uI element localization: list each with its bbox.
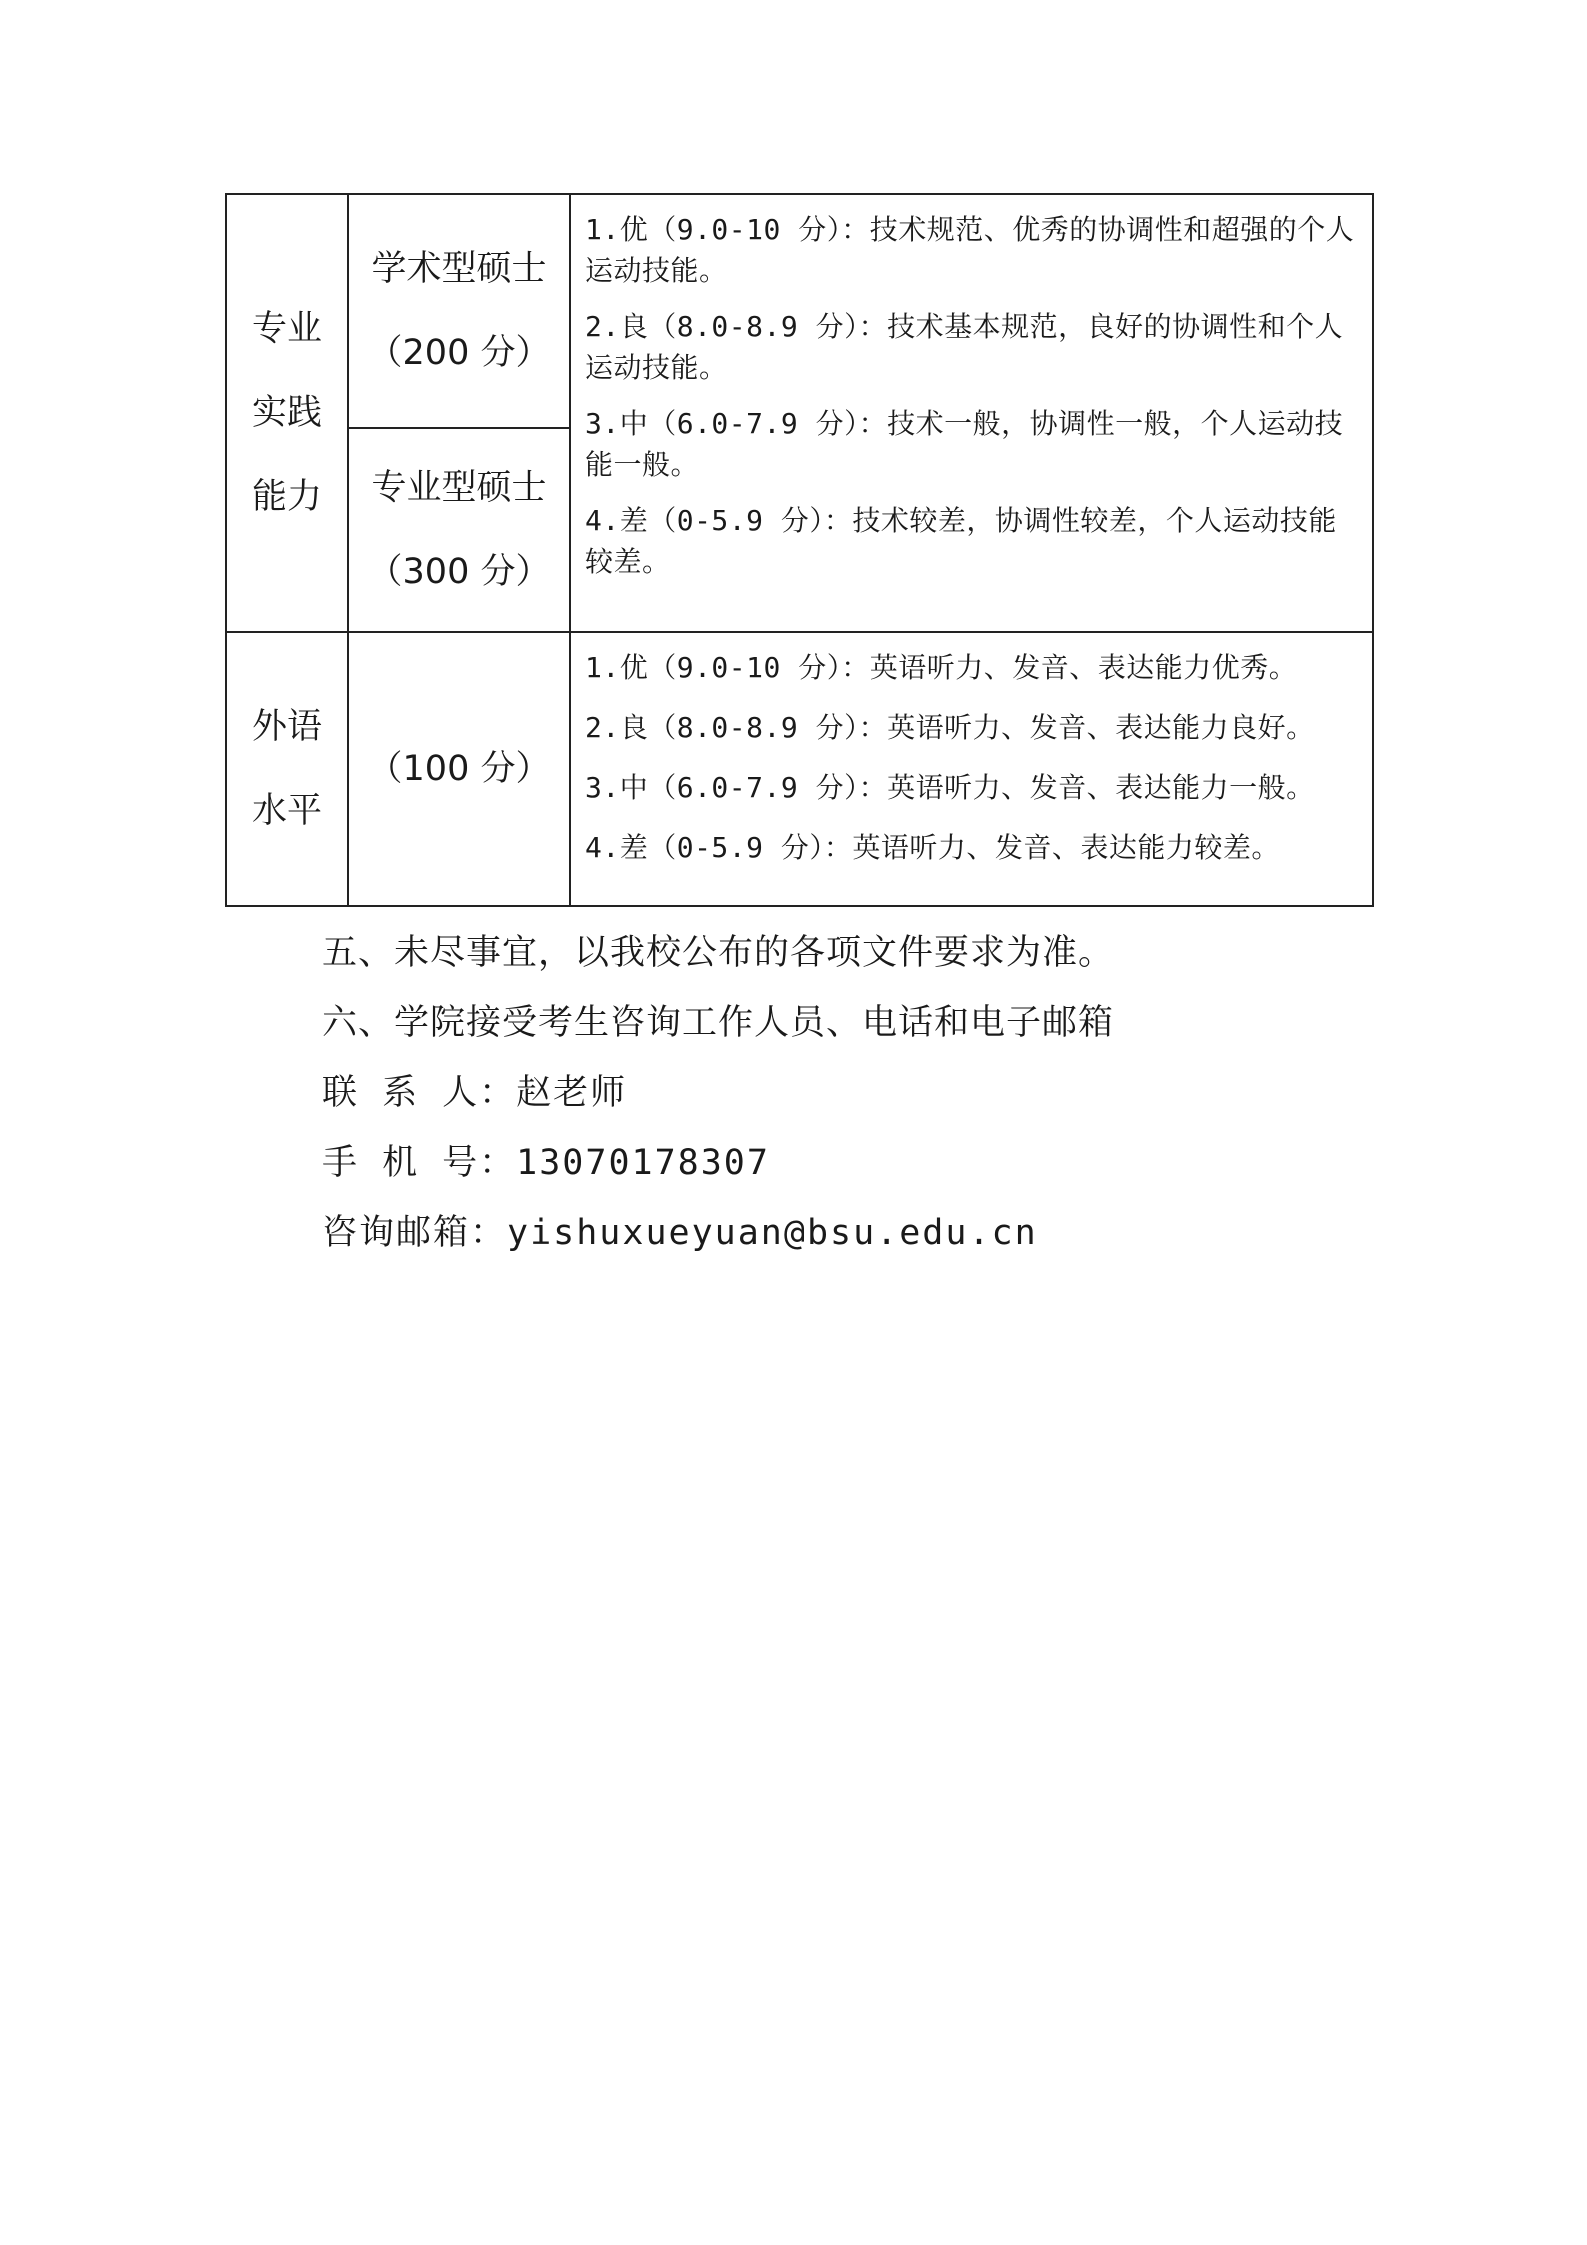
criteria-item: 3.中（6.0-7.9 分）：技术一般，协调性一般，个人运动技能一般。 [585,407,1344,481]
language-points-cell [348,632,570,906]
scoring-criteria-table [225,193,1374,907]
degree-points: （200 分） [367,333,551,373]
contact-email-value: yishuxueyuan@bsu.edu.cn [507,1213,1038,1253]
contact-email-label: 咨询邮箱： [322,1213,508,1253]
criteria-practice-cell [570,194,1373,632]
degree-name: 学术型硕士 [371,249,547,289]
criteria-item: 3.中（6.0-7.9 分）：英语听力、发音、表达能力一般。 [585,771,1315,804]
contact-phone-line [322,1128,1422,1198]
degree-points: （100 分） [367,749,551,789]
category-text: 实践 [251,393,322,433]
degree-name: 专业型硕士 [371,468,547,508]
category-text: 水平 [251,791,322,831]
category-practice-cell [226,194,348,632]
contact-person-label: 联 系 人： [322,1073,517,1113]
category-text: 能力 [251,477,322,517]
category-text: 专业 [251,309,322,349]
criteria-language-cell [570,632,1373,906]
contact-person-line [322,1058,1422,1128]
section-six-heading: 六、学院接受考生咨询工作人员、电话和电子邮箱 [322,1003,1115,1043]
contact-person-value: 赵老师 [516,1073,628,1113]
degree-professional-cell [348,428,570,632]
criteria-item: 2.良（8.0-8.9 分）：技术基本规范，良好的协调性和个人运动技能。 [585,310,1344,384]
criteria-item: 4.差（0-5.9 分）：技术较差，协调性较差，个人运动技能较差。 [585,504,1337,578]
notes-section [322,918,1422,1268]
category-language-cell [226,632,348,906]
criteria-item: 2.良（8.0-8.9 分）：英语听力、发音、表达能力良好。 [585,711,1315,744]
contact-phone-value: 13070178307 [516,1143,770,1183]
criteria-item: 1.优（9.0-10 分）：技术规范、优秀的协调性和超强的个人运动技能。 [585,213,1355,287]
contact-phone-label: 手 机 号： [322,1143,517,1183]
category-text: 外语 [251,707,322,747]
table-row [226,194,1373,428]
degree-academic-cell [348,194,570,428]
table-row [226,632,1373,906]
criteria-item: 4.差（0-5.9 分）：英语听力、发音、表达能力较差。 [585,831,1280,864]
section-five-heading: 五、未尽事宜，以我校公布的各项文件要求为准。 [322,933,1115,973]
contact-email-line [322,1198,1422,1268]
degree-points: （300 分） [367,552,551,592]
criteria-item: 1.优（9.0-10 分）：英语听力、发音、表达能力优秀。 [585,651,1298,684]
